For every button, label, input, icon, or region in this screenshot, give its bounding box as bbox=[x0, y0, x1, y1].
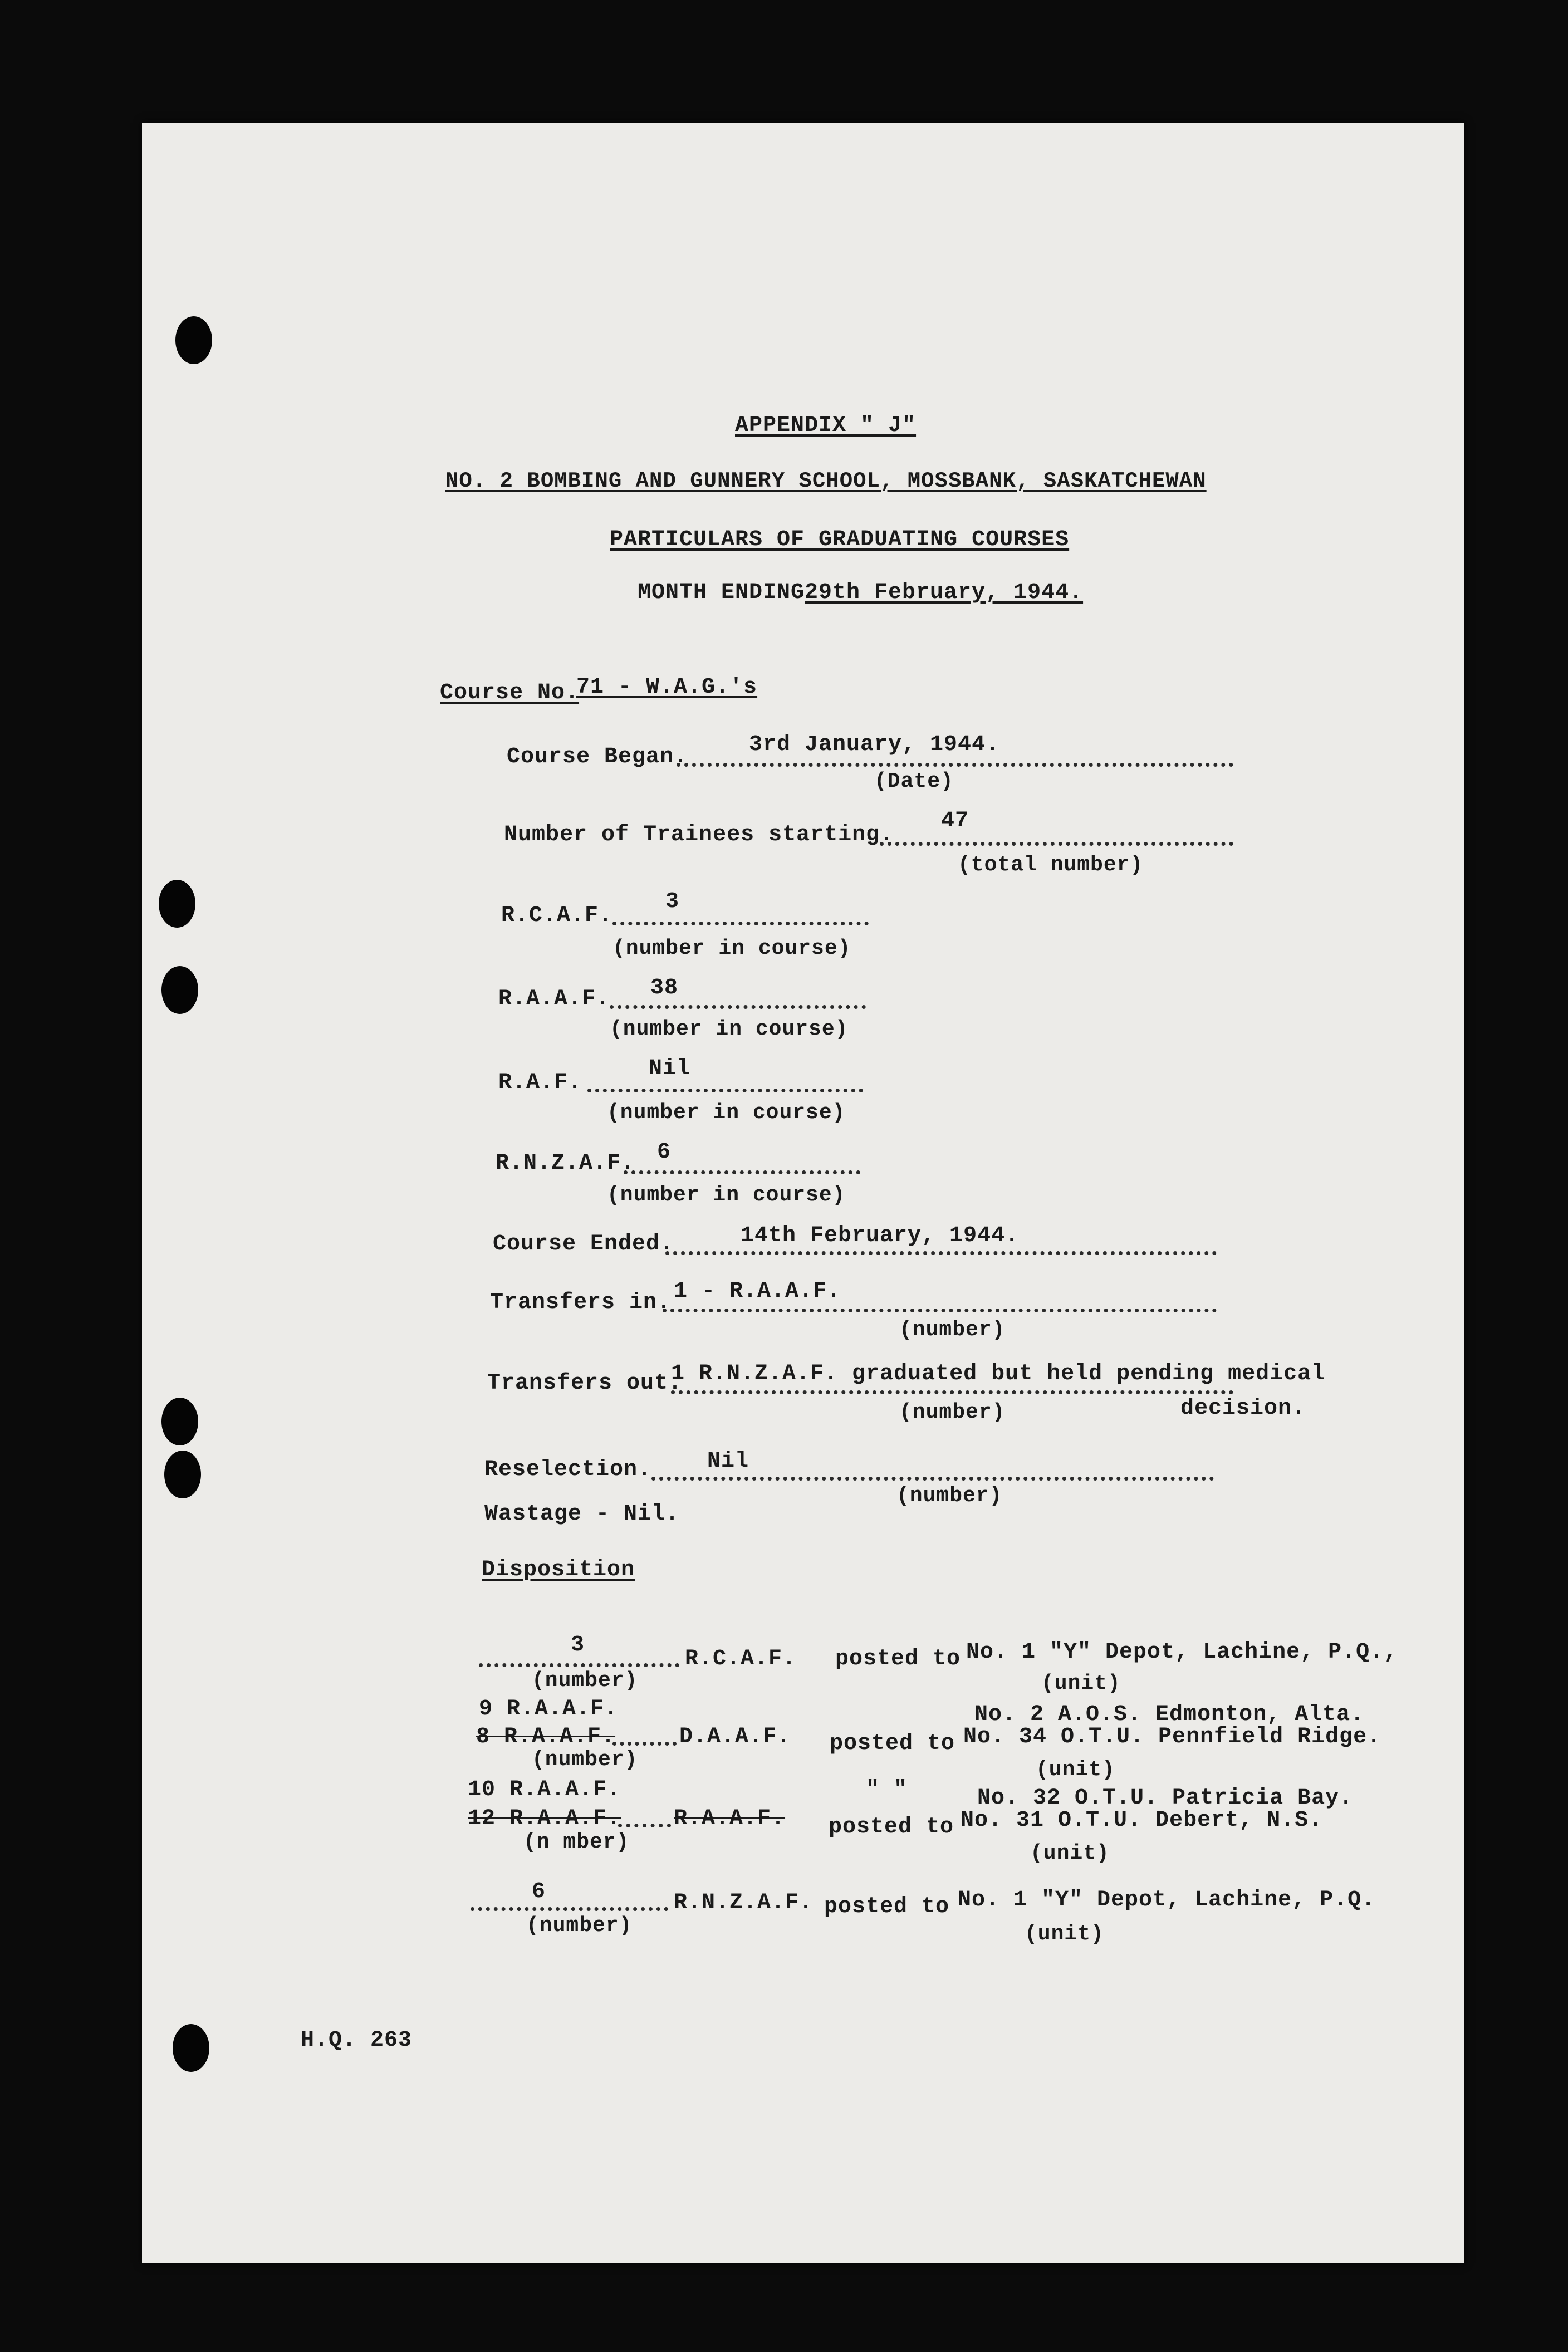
disposition-r3-number-hint: (number) bbox=[532, 1748, 638, 1772]
transfers-in-label: Transfers in. bbox=[490, 1290, 672, 1315]
disposition-r4-ditto: " " bbox=[866, 1777, 908, 1802]
course-began-value: 3rd January, 1944. bbox=[749, 732, 1000, 757]
date-hint: (Date) bbox=[874, 770, 954, 793]
raaf-hint: (number in course) bbox=[610, 1017, 849, 1041]
disposition-r6-posted: posted to bbox=[824, 1894, 950, 1919]
month-ending-value: 29th February, 1944. bbox=[805, 580, 1084, 605]
dotted-leader bbox=[587, 1089, 863, 1092]
disposition-r3-force: D.A.A.F. bbox=[679, 1724, 791, 1750]
transfers-out-cont: decision. bbox=[1180, 1396, 1306, 1421]
reselection-label: Reselection. bbox=[484, 1457, 652, 1482]
disposition-r4-unit: No. 32 O.T.U. Patricia Bay. bbox=[977, 1786, 1354, 1811]
disposition-r4-force: 10 R.A.A.F. bbox=[468, 1777, 621, 1802]
disposition-r1-force: R.C.A.F. bbox=[685, 1647, 797, 1672]
trainees-value: 47 bbox=[941, 808, 969, 834]
rnzaf-value: 6 bbox=[657, 1140, 672, 1165]
dotted-leader bbox=[479, 1663, 679, 1667]
dotted-leader bbox=[624, 1170, 860, 1174]
transfers-out-hint: (number) bbox=[899, 1400, 1006, 1424]
disposition-r3-unit-hint: (unit) bbox=[1036, 1758, 1115, 1782]
raf-label: R.A.F. bbox=[498, 1070, 582, 1095]
transfers-in-hint: (number) bbox=[899, 1318, 1006, 1342]
disposition-r1-number: 3 bbox=[571, 1633, 585, 1658]
disposition-r6-unit-hint: (unit) bbox=[1025, 1922, 1104, 1946]
transfers-out-label: Transfers out. bbox=[487, 1371, 683, 1396]
rcaf-label: R.C.A.F. bbox=[501, 903, 613, 928]
binder-hole bbox=[161, 966, 198, 1014]
rnzaf-label: R.N.Z.A.F. bbox=[496, 1151, 635, 1176]
disposition-r3-posted: posted to bbox=[830, 1731, 955, 1756]
disposition-r6-unit: No. 1 "Y" Depot, Lachine, P.Q. bbox=[958, 1888, 1376, 1913]
dotted-leader bbox=[665, 1251, 1217, 1255]
trainees-label: Number of Trainees starting. bbox=[504, 822, 894, 847]
binder-hole bbox=[159, 880, 195, 928]
total-number-hint: (total number) bbox=[958, 853, 1144, 877]
rcaf-value: 3 bbox=[665, 889, 680, 914]
raaf-value: 38 bbox=[650, 976, 679, 1001]
dotted-leader bbox=[610, 1005, 866, 1009]
dotted-leader bbox=[671, 1390, 1233, 1394]
disposition-r2-unit: No. 2 A.O.S. Edmonton, Alta. bbox=[974, 1702, 1365, 1727]
course-no-value: 71 - W.A.G.'s bbox=[576, 675, 758, 700]
wastage-line: Wastage - Nil. bbox=[484, 1502, 680, 1527]
binder-hole bbox=[164, 1451, 201, 1498]
school-title: NO. 2 BOMBING AND GUNNERY SCHOOL, MOSSBANK, SASKATCHEWAN bbox=[445, 469, 1207, 493]
transfers-out-value: 1 R.N.Z.A.F. graduated but held pending medical bbox=[671, 1361, 1326, 1386]
reselection-value: Nil bbox=[707, 1449, 749, 1474]
footer-reference: H.Q. 263 bbox=[301, 2028, 413, 2053]
disposition-r1-posted: posted to bbox=[835, 1647, 961, 1672]
transfers-in-value: 1 - R.A.A.F. bbox=[674, 1279, 841, 1304]
disposition-r5-unit: No. 31 O.T.U. Debert, N.S. bbox=[961, 1808, 1323, 1833]
raf-value: Nil bbox=[649, 1056, 691, 1081]
particulars-title: PARTICULARS OF GRADUATING COURSES bbox=[610, 527, 1070, 552]
course-ended-label: Course Ended. bbox=[493, 1232, 674, 1257]
disposition-r5-posted: posted to bbox=[829, 1815, 954, 1840]
disposition-r2-force: 9 R.A.A.F. bbox=[479, 1697, 619, 1722]
disposition-r3-unit: No. 34 O.T.U. Pennfield Ridge. bbox=[963, 1724, 1381, 1750]
course-began-label: Course Began. bbox=[507, 744, 688, 770]
raf-hint: (number in course) bbox=[607, 1101, 846, 1125]
disposition-r1-unit-hint: (unit) bbox=[1041, 1672, 1121, 1696]
disposition-r3-struck: 8 R.A.A.F. bbox=[476, 1724, 616, 1750]
disposition-r5-unit-hint: (unit) bbox=[1030, 1841, 1110, 1865]
disposition-r6-number: 6 bbox=[532, 1879, 546, 1904]
course-no-label: Course No. bbox=[440, 680, 580, 705]
dotted-leader bbox=[880, 842, 1233, 846]
disposition-r5-struck: 12 R.A.A.F. bbox=[468, 1806, 621, 1831]
disposition-r1-unit: No. 1 "Y" Depot, Lachine, P.Q., bbox=[966, 1640, 1398, 1665]
disposition-r5-force: R.A.A.F. bbox=[674, 1806, 786, 1831]
raaf-label: R.A.A.F. bbox=[498, 987, 610, 1012]
disposition-title: Disposition bbox=[482, 1557, 635, 1582]
reselection-hint: (number) bbox=[896, 1484, 1003, 1508]
binder-hole bbox=[161, 1398, 198, 1445]
dotted-leader bbox=[471, 1907, 668, 1911]
dotted-leader bbox=[612, 922, 869, 925]
dotted-leader bbox=[651, 1477, 1214, 1481]
binder-hole bbox=[175, 316, 212, 364]
course-ended-value: 14th February, 1944. bbox=[741, 1223, 1020, 1248]
dotted-leader bbox=[663, 1309, 1217, 1312]
appendix-title: APPENDIX " J" bbox=[735, 413, 917, 438]
disposition-r6-number-hint: (number) bbox=[526, 1914, 633, 1938]
disposition-r5-number-hint: (n mber) bbox=[523, 1830, 630, 1854]
dotted-leader bbox=[618, 1824, 671, 1827]
rnzaf-hint: (number in course) bbox=[607, 1183, 846, 1207]
rcaf-hint: (number in course) bbox=[612, 937, 851, 961]
dotted-leader bbox=[677, 763, 1233, 767]
disposition-r1-number-hint: (number) bbox=[532, 1669, 638, 1693]
dotted-leader bbox=[612, 1742, 677, 1746]
disposition-r6-force: R.N.Z.A.F. bbox=[674, 1890, 814, 1915]
binder-hole bbox=[173, 2024, 209, 2072]
month-ending-label: MONTH ENDING bbox=[638, 580, 805, 605]
